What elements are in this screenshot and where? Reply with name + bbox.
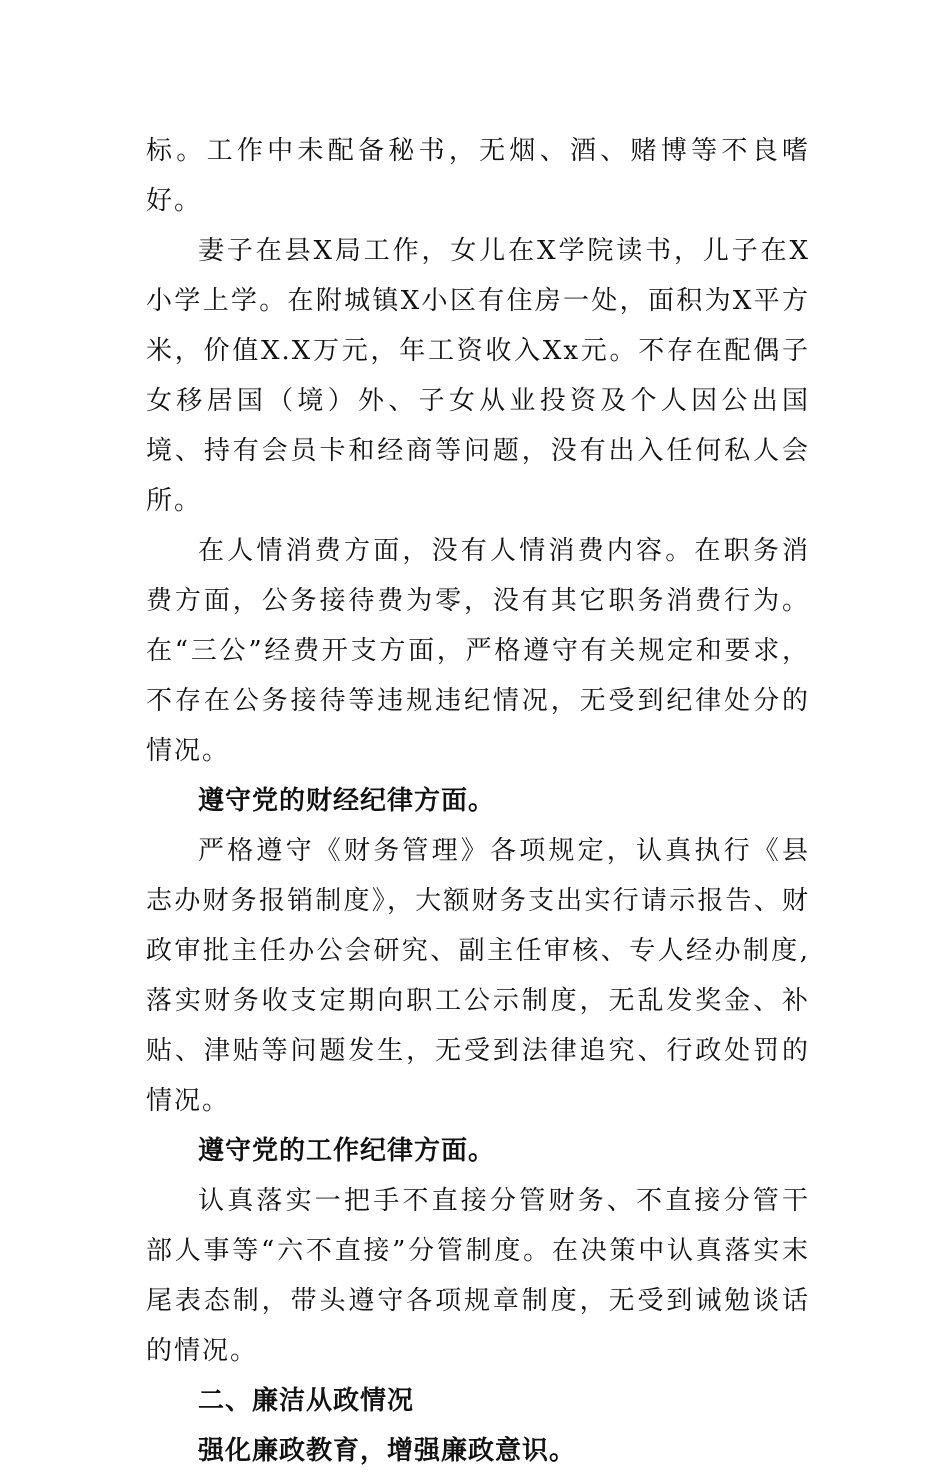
paragraph-work-rules: 认真落实一把手不直接分管财务、不直接分管干部人事等“六不直接”分管制度。在决策中认真落实末尾表态制，带头遵守各项规章制度，无受到诫勉谈话的情况。 [146,1186,810,1366]
document-body [146,126,810,1476]
paragraph-consumption: 在人情消费方面，没有人情消费内容。在职务消费方面，公务接待费为零，没有其它职务消费行为。在“三公”经费开支方面，严格遵守有关规定和要求，不存在公务接待等违规违纪情况，无受到纪律处分的情况。 [146,536,810,766]
heading-work-discipline: 遵守党的工作纪律方面。 [198,1136,496,1166]
paragraph-family-assets: 妻子在县X局工作，女儿在X学院读书，儿子在X小学上学。在附城镇X小区有住房一处，面积为X平方米，价值X.X万元，年工资收入Xx元。不存在配偶子女移居国（境）外、子女从业投资及个人因公出国境、持有会员卡和经商等问题，没有出入任何私人会所。 [146,236,810,516]
heading-financial-discipline: 遵守党的财经纪律方面。 [198,786,496,816]
paragraph-continuation: 标。工作中未配备秘书，无烟、酒、赌博等不良嗜好。 [146,136,810,216]
heading-integrity-education: 强化廉政教育，增强廉政意识。 [198,1436,577,1466]
paragraph-financial-rules: 严格遵守《财务管理》各项规定，认真执行《县志办财务报销制度》，大额财务支出实行请示报告、财政审批主任办公会研究、副主任审核、专人经办制度,落实财务收支定期向职工公示制度，无乱发奖金、补贴、津贴等问题发生，无受到法律追究、行政处罚的情况。 [146,836,810,1116]
heading-section-two: 二、廉洁从政情况 [198,1386,415,1416]
